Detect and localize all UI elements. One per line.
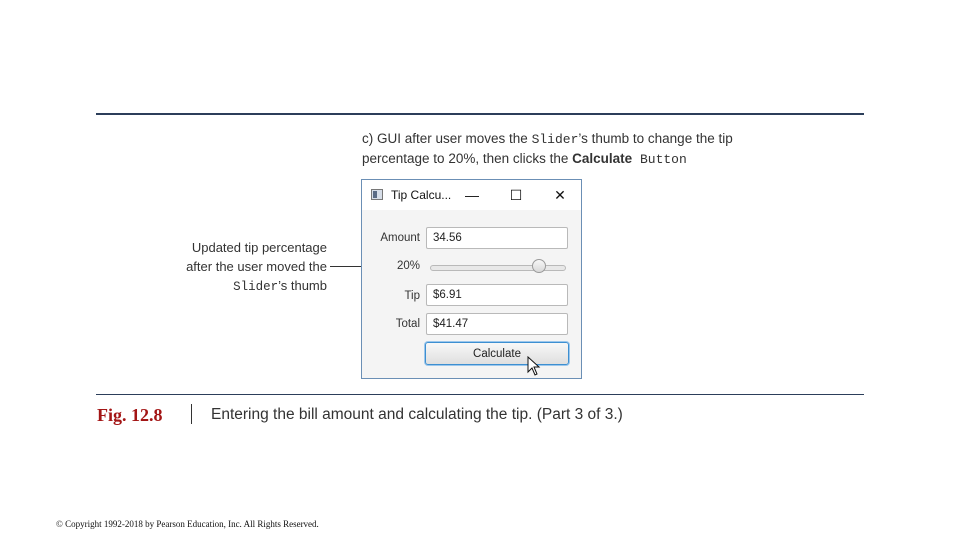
callout-thumb-text: ’s thumb	[278, 278, 327, 293]
callout-line-3	[170, 276, 327, 297]
tip-field[interactable]	[426, 284, 568, 306]
bottom-rule	[96, 394, 864, 395]
caption-slider-word: Slider	[531, 132, 579, 147]
callout-line-2: after the user moved the	[186, 259, 327, 274]
caption-text-2: ’s thumb to change the tip percentage to 20%, then clicks the	[362, 131, 733, 166]
tip-percentage-slider-thumb[interactable]	[532, 259, 546, 273]
callout-slider-word: Slider	[233, 280, 279, 294]
tip-label: Tip	[404, 290, 420, 302]
total-field[interactable]	[426, 313, 568, 335]
total-label: Total	[395, 318, 420, 330]
amount-label: Amount	[380, 232, 420, 244]
copyright-notice: © Copyright 1992-2018 by Pearson Education, Inc. All Rights Reserved.	[56, 519, 319, 529]
top-rule	[96, 113, 864, 115]
app-icon	[371, 189, 383, 200]
amount-field[interactable]	[426, 227, 568, 249]
mouse-cursor-icon	[527, 356, 541, 376]
slider-callout	[170, 238, 327, 297]
caption-button-word: Button	[632, 152, 687, 167]
caption-calculate-word: Calculate	[572, 151, 633, 166]
window-titlebar[interactable]	[362, 180, 581, 210]
tip-percentage-label: 20%	[396, 260, 420, 272]
calculate-button[interactable]: Calculate	[425, 342, 569, 365]
figure-caption: Entering the bill amount and calculating the tip. (Part 3 of 3.)	[211, 406, 623, 423]
callout-line-1: Updated tip percentage	[191, 240, 327, 255]
window-title: Tip Calcu...	[391, 188, 452, 202]
close-icon[interactable]: ✕	[554, 187, 566, 203]
maximize-icon[interactable]: ☐	[509, 187, 523, 203]
figure-label: Fig. 12.8	[97, 405, 163, 425]
tip-calculator-window	[361, 179, 582, 379]
caption-text-1: c) GUI after user moves the	[362, 131, 532, 146]
part-c-caption	[362, 129, 782, 169]
figure-separator	[191, 404, 192, 424]
minimize-icon[interactable]: —	[465, 187, 479, 203]
